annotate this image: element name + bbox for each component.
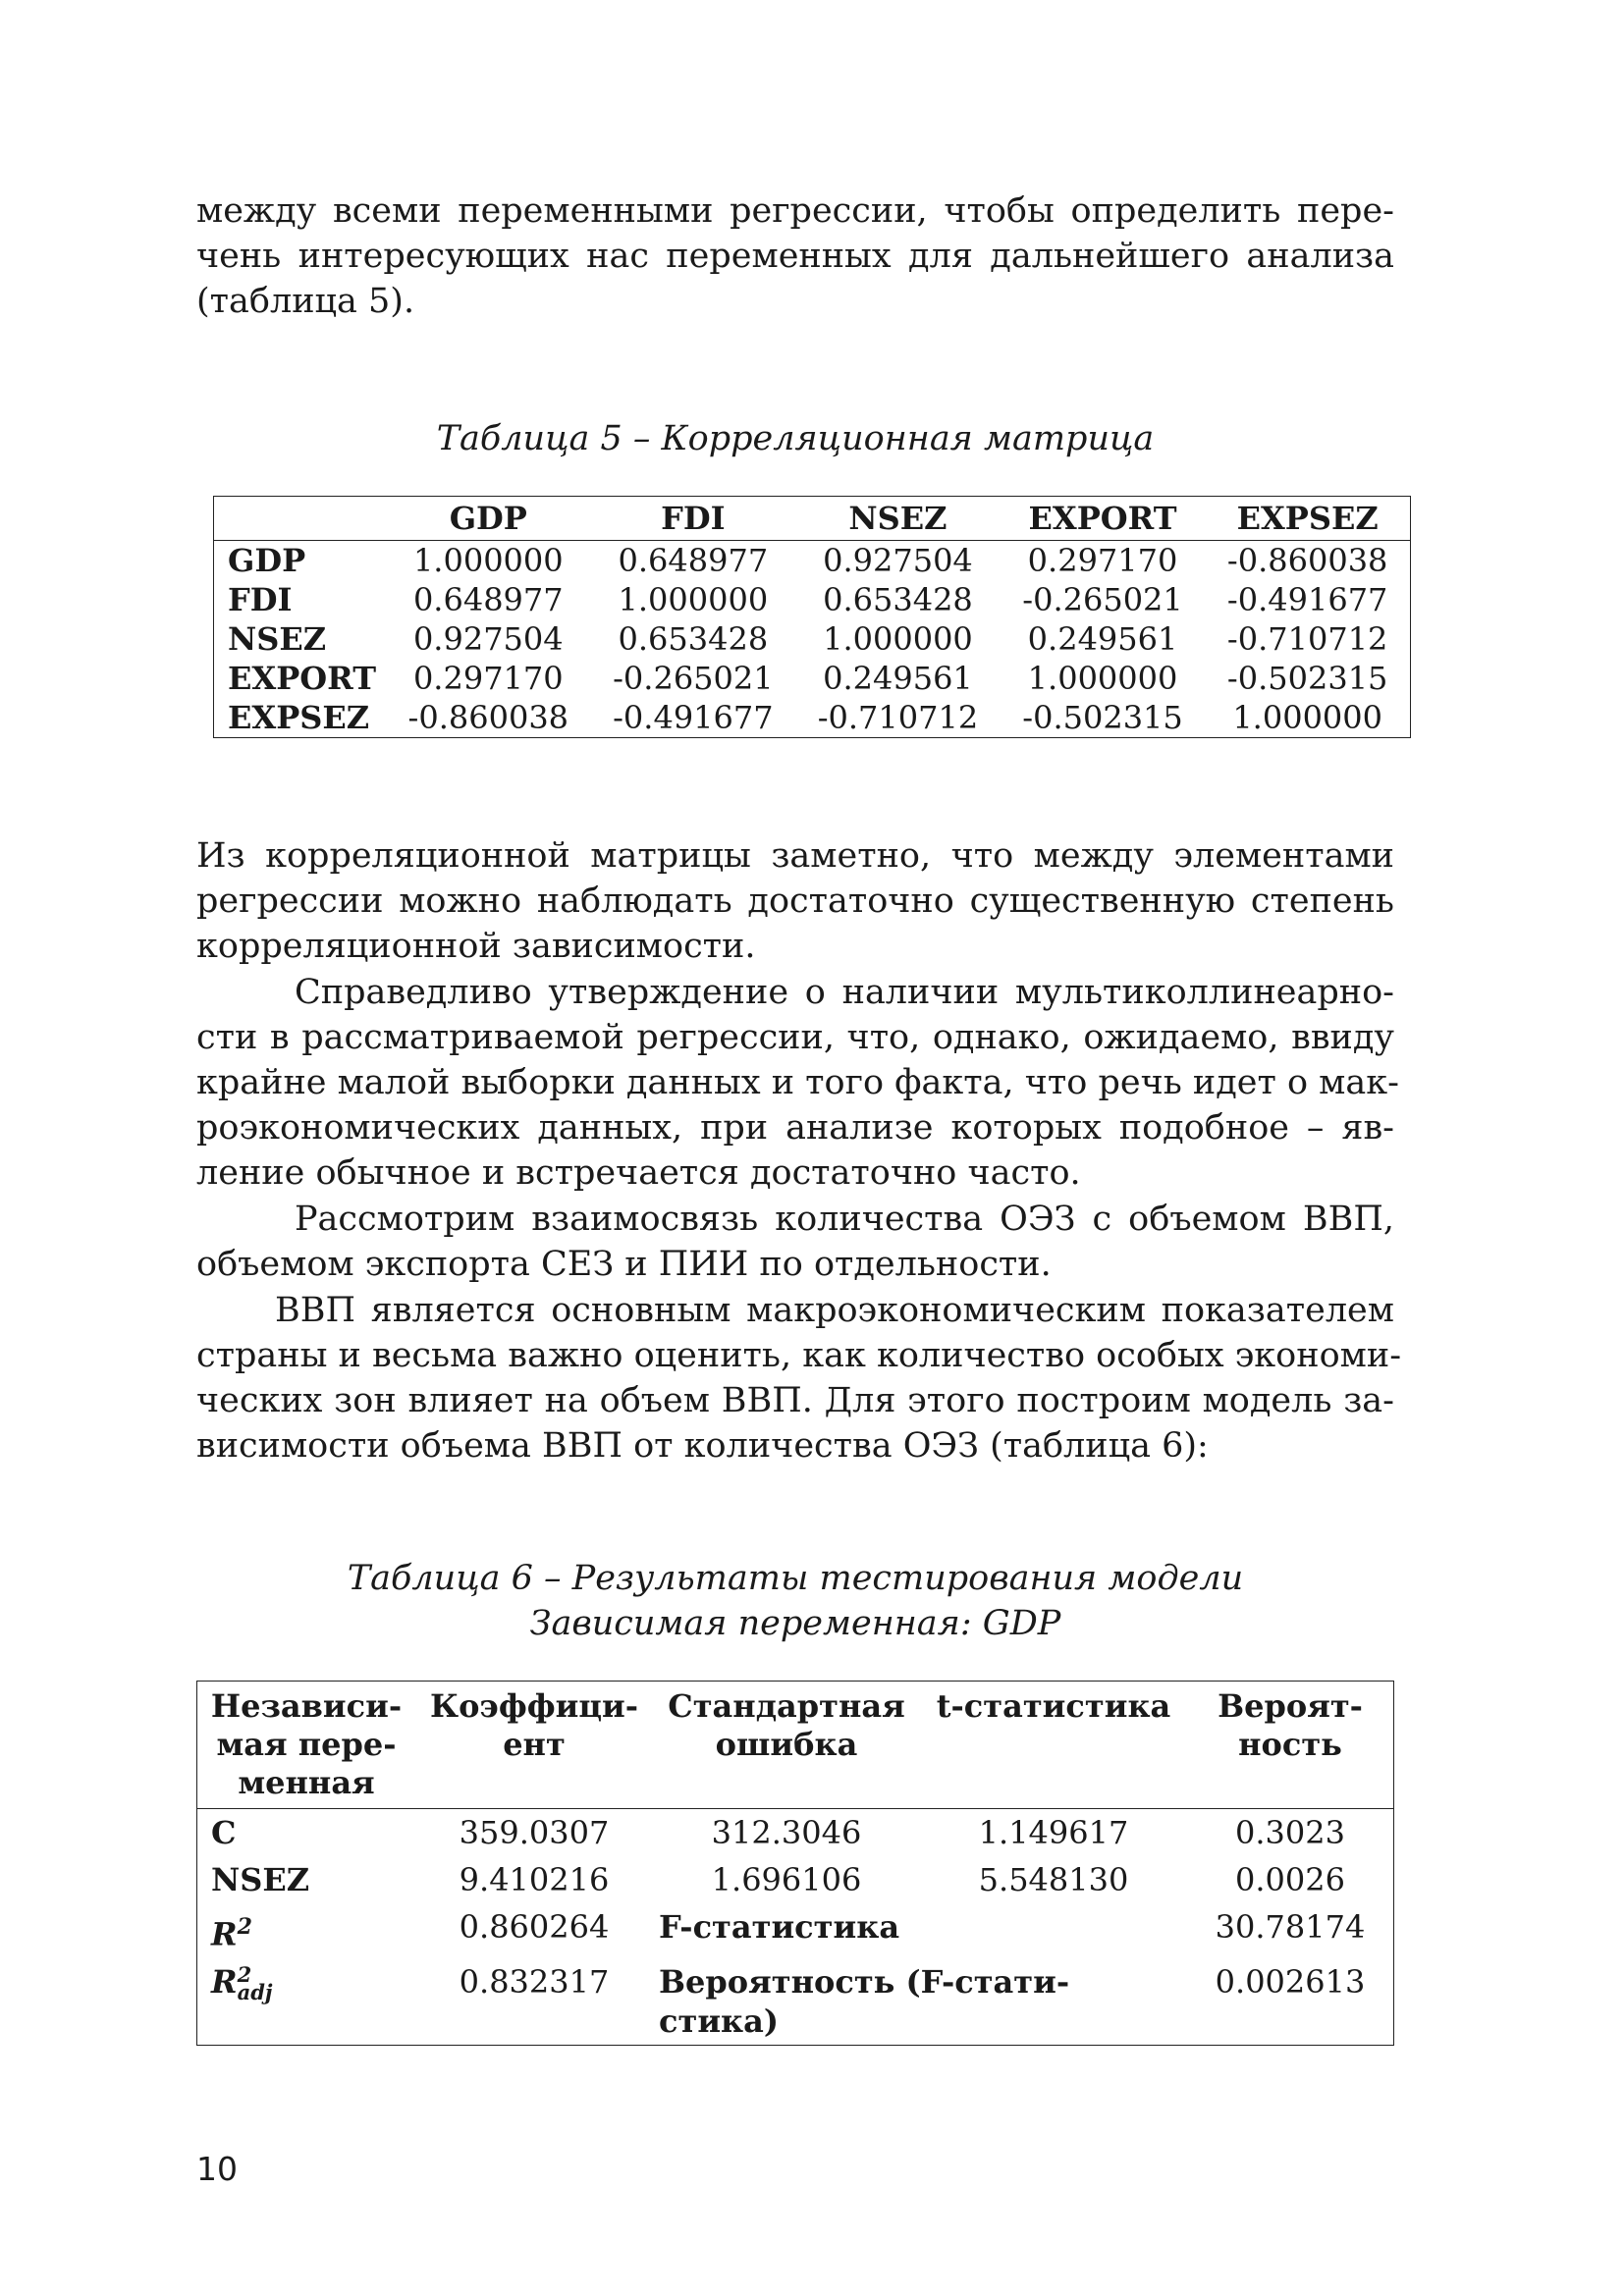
f-statistic-label: F-статистика (659, 1908, 900, 1946)
f-probability-value: 0.002613 (1215, 1962, 1366, 2001)
table-row (214, 659, 1411, 698)
row-header: EXPORT (228, 660, 376, 697)
row-header: NSEZ (211, 1861, 310, 1898)
column-header-t-statistic: t-статистика (920, 1682, 1187, 1809)
text-line: роэкономических данных, при анализе которых подобное – яв- (196, 1108, 1394, 1148)
table-cell: 1.000000 (823, 620, 973, 658)
table-cell: 1.000000 (412, 542, 564, 579)
table-cell: 1.149617 (978, 1814, 1129, 1851)
paragraph-1 (196, 833, 1394, 969)
table5-caption: Таблица 5 – Корреляционная матрица (436, 419, 1155, 458)
row-header: EXPSEZ (228, 699, 370, 736)
column-header: FDI (591, 497, 796, 541)
table-cell: -0.710712 (817, 699, 979, 736)
text-line: чень интересующих нас переменных для дальнейшего анализа (196, 237, 1394, 276)
table-cell: -0.860038 (407, 699, 569, 736)
table-cell: 0.653428 (823, 581, 973, 618)
adjusted-r-squared-value: 0.832317 (459, 1962, 610, 2001)
r-squared-label: $R^2$ (211, 1914, 252, 1953)
correlation-matrix-table (213, 496, 1411, 738)
regression-results-table (196, 1681, 1394, 2046)
text-line: ВВП является основным макроэкономическим показателем (275, 1291, 1394, 1330)
caption-line: Таблица 6 – Результаты тестирования модели (347, 1559, 1244, 1598)
table-cell: 0.648977 (618, 542, 769, 579)
table-cell: -0.502315 (1226, 660, 1388, 697)
text-line: между всеми переменными регрессии, чтобы определить пере- (196, 191, 1394, 231)
table-cell: 0.927504 (823, 542, 973, 579)
table-row (197, 1809, 1394, 1857)
text-line: страны и весьма важно оценить, как количество особых экономи- (196, 1336, 1402, 1375)
table-cell: 0.648977 (412, 581, 564, 618)
text-line: объемом экспорта СЕЗ и ПИИ по отдельности. (196, 1245, 1052, 1284)
column-header-std-error: Стандартная ошибка (653, 1682, 920, 1809)
table-cell: 0.297170 (1027, 542, 1178, 579)
row-header: NSEZ (228, 620, 327, 658)
table6-caption (196, 1556, 1394, 1646)
f-statistic-value: 30.78174 (1215, 1908, 1366, 1946)
paragraph-4 (196, 1288, 1402, 1468)
column-header: EXPORT (1001, 497, 1206, 541)
table-cell: -0.860038 (1226, 542, 1388, 579)
corner-cell (214, 497, 387, 541)
table-cell: 1.000000 (1027, 660, 1178, 697)
text-line: (таблица 5). (196, 282, 415, 321)
table-cell: -0.265021 (613, 660, 774, 697)
table-cell: 0.3023 (1235, 1814, 1345, 1851)
text-line: Рассмотрим взаимосвязь количества ОЭЗ с объемом ВВП, (295, 1200, 1394, 1239)
table-cell: 5.548130 (978, 1861, 1129, 1898)
text-line: висимости объема ВВП от количества ОЭЗ (таблица 6): (196, 1426, 1209, 1466)
text-line: сти в рассматриваемой регрессии, что, однако, ожидаемо, ввиду (196, 1018, 1394, 1057)
table-row (214, 541, 1411, 581)
table-row (197, 1958, 1394, 2046)
text-line: Из корреляционной матрицы заметно, что между элементами (196, 836, 1394, 876)
table-cell: 0.249561 (823, 660, 973, 697)
table-row (214, 698, 1411, 738)
table-row (214, 580, 1411, 619)
text-line: крайне малой выборки данных и того факта, что речь идет о мак- (196, 1063, 1399, 1102)
table-cell: 1.000000 (618, 581, 769, 618)
table-row (197, 1903, 1394, 1958)
f-probability-label: Вероятность (F-стати- стика) (659, 1962, 1070, 2040)
column-header-variable: Независи- мая пере- менная (197, 1682, 416, 1809)
column-header-probability: Вероят- ность (1187, 1682, 1394, 1809)
text-line: корреляционной зависимости. (196, 927, 756, 966)
intro-paragraph (196, 188, 1394, 324)
table-cell: 359.0307 (459, 1814, 610, 1851)
table-header-row (197, 1682, 1394, 1809)
table-cell: 0.653428 (618, 620, 769, 658)
text-line: регрессии можно наблюдать достаточно существенную степень (196, 881, 1394, 921)
table-cell: 1.000000 (1232, 699, 1382, 736)
table-cell: -0.491677 (1226, 581, 1388, 618)
r-squared-value: 0.860264 (459, 1908, 610, 1946)
text-line: Справедливо утверждение о наличии мультиколлинеарно- (295, 973, 1394, 1012)
column-header: EXPSEZ (1205, 497, 1410, 541)
table-cell: -0.502315 (1022, 699, 1183, 736)
column-header: NSEZ (795, 497, 1001, 541)
table-header-row (214, 497, 1411, 541)
table-cell: -0.710712 (1226, 620, 1388, 658)
table-cell: 9.410216 (459, 1861, 610, 1898)
table-cell: 0.927504 (412, 620, 564, 658)
table-cell: -0.265021 (1022, 581, 1183, 618)
paragraph-2 (196, 970, 1399, 1196)
row-header: FDI (228, 581, 293, 618)
table-cell: 0.249561 (1027, 620, 1178, 658)
table-cell: 1.696106 (711, 1861, 862, 1898)
table-row (197, 1856, 1394, 1903)
table-cell: 0.0026 (1235, 1861, 1345, 1898)
caption-line: Зависимая переменная: GDP (529, 1604, 1061, 1643)
table-row (214, 619, 1411, 659)
row-header: GDP (228, 542, 306, 579)
page-number: 10 (196, 2150, 238, 2188)
table-cell: -0.491677 (613, 699, 774, 736)
adjusted-r-squared-label: R 2 adj (211, 1962, 273, 2005)
paragraph-3 (196, 1197, 1394, 1287)
table-cell: 312.3046 (711, 1814, 862, 1851)
column-header-coefficient: Коэффици- ент (415, 1682, 653, 1809)
row-header: C (211, 1814, 237, 1851)
text-line: ление обычное и встречается достаточно часто. (196, 1153, 1081, 1193)
column-header: GDP (386, 497, 591, 541)
table-cell: 0.297170 (412, 660, 564, 697)
text-line: ческих зон влияет на объем ВВП. Для этого построим модель за- (196, 1381, 1394, 1420)
